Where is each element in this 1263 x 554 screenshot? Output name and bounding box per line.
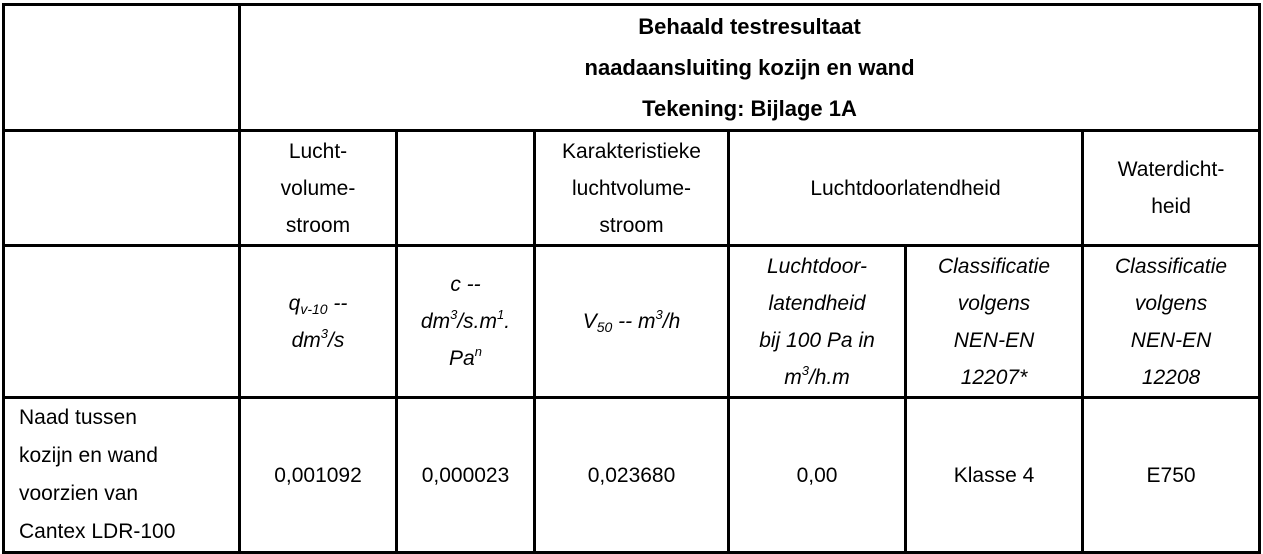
lucht-tail: /h.m [808,365,850,389]
lucht-line2: latendheid [768,291,866,315]
table-title [240,5,1260,131]
row-label-line2: kozijn en wand [19,444,158,467]
c-a: dm [420,310,451,333]
empty-units-label-cell [4,246,240,398]
row-label-line4: Cantex LDR-100 [19,520,176,543]
title-line-3: Tekening: Bijlage 1A [642,96,857,121]
class2-line4: 12208 [1141,365,1201,389]
class2-line2: volgens [1134,291,1208,315]
c-line3 [449,344,482,370]
q-unit-base: dm [291,328,321,352]
q-sep: -- [327,291,348,315]
value-klasse: Klasse 4 [906,398,1083,553]
lucht-line3: bij 100 Pa in [759,328,875,352]
col-luchtdoorlatendheid: Luchtdoorlatendheid [729,131,1083,246]
c-b-exp: 1 [497,307,505,322]
unit-classificatie-12208 [1083,246,1260,398]
c-line2 [420,307,511,333]
class1-line3: NEN-EN [953,328,1035,352]
lucht-line1: Luchtdoor- [766,254,868,278]
col1-line1: Lucht- [288,139,348,163]
unit-q [240,246,397,398]
unit-q-line2 [291,325,345,352]
v-subscript: 50 [596,319,613,335]
col3-line3: stroom [599,213,664,237]
v-sep: -- m [612,310,656,333]
c-d-exp: n [474,344,482,359]
value-luchtdoorlatendheid: 0,00 [729,398,906,553]
class2-line1: Classificatie [1115,254,1228,278]
class1-line1: Classificatie [937,254,1051,278]
v-symbol: V [582,310,597,333]
value-c: 0,000023 [397,398,535,553]
v-exp: 3 [655,307,663,322]
class2-line3: NEN-EN [1130,328,1212,352]
lucht-exp: 3 [801,362,809,378]
q-unit-exp: 3 [320,325,329,341]
col3-line1: Karakteristieke [562,139,701,163]
unit-classificatie-12207 [906,246,1083,398]
col6-line2: heid [1151,195,1191,218]
c-line1: c -- [450,273,481,296]
table-row [4,398,1260,553]
q-symbol: q [288,291,301,315]
row-label-line1: Naad tussen [19,406,137,429]
column-header-row [4,131,1260,246]
title-line-2: naadaansluiting kozijn en wand [584,55,915,80]
unit-v50 [535,246,729,398]
c-a-exp: 3 [450,307,458,322]
v-tail: /h [662,310,681,333]
col1-line3: stroom [285,213,351,237]
q-unit-tail: /s [328,328,345,352]
col6-line1: Waterdicht- [1117,158,1225,181]
c-b: /s.m [457,310,497,333]
c-c: . [504,310,511,333]
value-v50: 0,023680 [535,398,729,553]
units-row [4,246,1260,398]
row-label [4,398,240,553]
c-d: Pa [449,347,475,370]
col-waterdichtheid [1083,131,1260,246]
empty-label-cell [4,131,240,246]
class1-line2: volgens [957,291,1031,315]
title-line-1: Behaald testresultaat [638,14,861,39]
value-waterdichtheid: E750 [1083,398,1260,553]
test-results-table [2,3,1261,554]
col-karakteristieke [535,131,729,246]
v50-line [582,307,681,335]
q-subscript: v-10 [300,300,328,317]
lucht-line4 [784,362,850,389]
unit-luchtdoorlatendheid [729,246,906,398]
header-row [4,5,1260,131]
unit-q-line1 [289,292,348,315]
unit-c [397,246,535,398]
col3-line2: luchtvolume- [571,176,692,200]
col1-line2: volume- [280,176,356,200]
col-empty [397,131,535,246]
col-luchtvolumestroom [240,131,397,246]
lucht-base: m [784,365,802,389]
empty-corner-cell [4,5,240,131]
row-label-line3: voorzien van [19,482,139,505]
value-luchtvolumestroom: 0,001092 [240,398,397,553]
class1-line4: 12207* [960,365,1028,389]
